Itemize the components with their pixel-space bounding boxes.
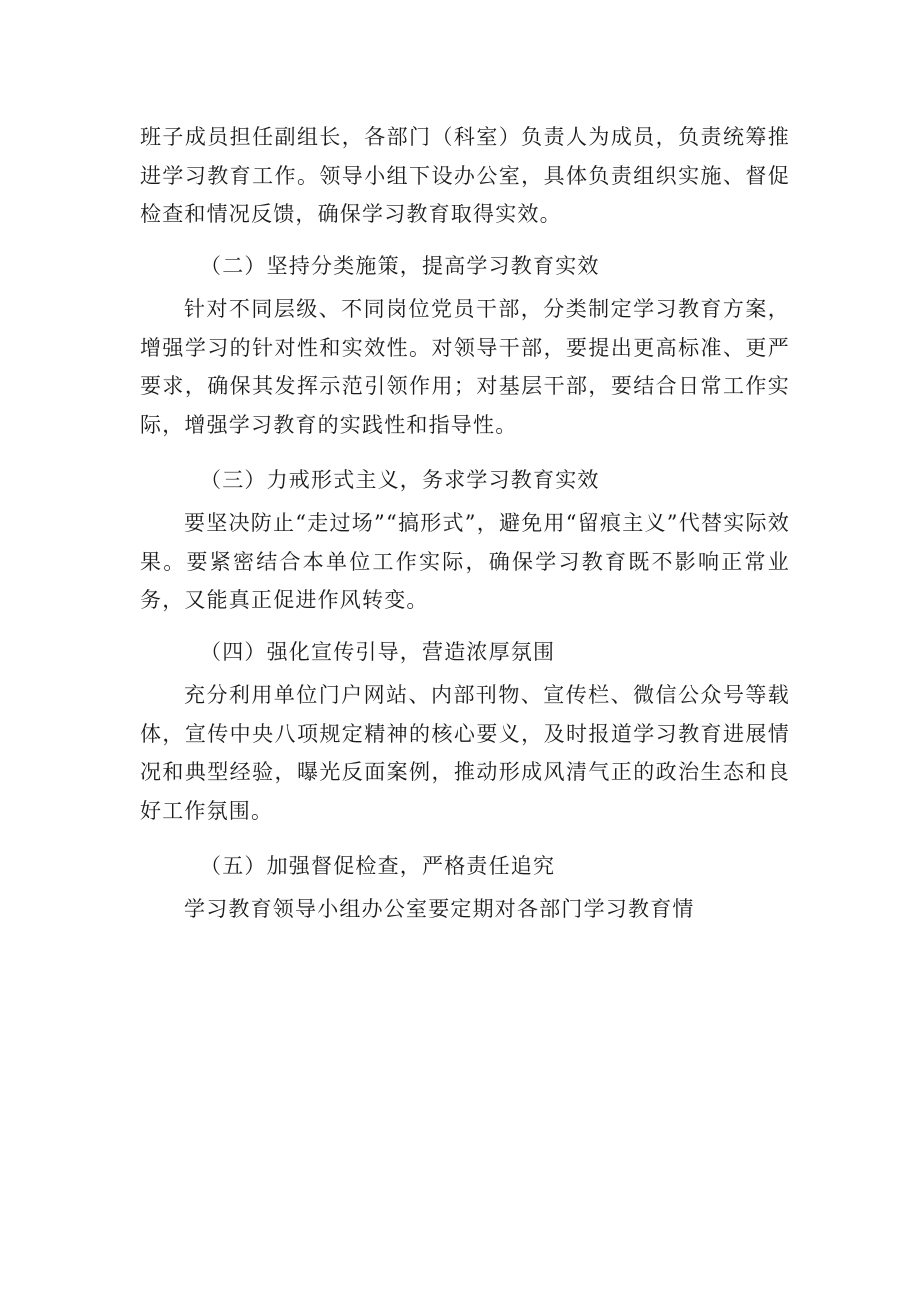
heading-section-2: （二）坚持分类施策，提高学习教育实效 [200, 254, 600, 278]
paragraph-classified-measures: 针对不同层级、不同岗位党员干部，分类制定学习教育方案，增强学习的针对性和实效性。对领导干部，要提出更高标准、更严要求，确保其发挥示范引领作用；对基层干部，要结合日常工作实际，增强学习教育的实践性和指导性。 [140, 297, 790, 437]
heading-section-5: （五）加强督促检查，严格责任追究 [200, 854, 556, 878]
paragraph-leadership-group: 班子成员担任副组长，各部门（科室）负责人为成员，负责统筹推进学习教育工作。领导小组下设办公室，具体负责组织实施、督促检查和情况反馈，确保学习教育取得实效。 [140, 125, 790, 226]
paragraph-avoid-formalism: 要坚决防止“走过场”“搞形式”，避免用“留痕主义”代替实际效果。要紧密结合本单位工作实际，确保学习教育既不影响正常业务，又能真正促进作风转变。 [140, 511, 790, 612]
paragraph-publicity: 充分利用单位门户网站、内部刊物、宣传栏、微信公众号等载体，宣传中央八项规定精神的核心要义，及时报道学习教育进展情况和典型经验，曝光反面案例，推动形成风清气正的政治生态和良好工作氛围。 [140, 683, 790, 823]
heading-section-4: （四）强化宣传引导，营造浓厚氛围 [200, 640, 556, 664]
heading-section-3: （三）力戒形式主义，务求学习教育实效 [200, 468, 600, 492]
paragraph-supervision: 学习教育领导小组办公室要定期对各部门学习教育情 [184, 897, 695, 921]
